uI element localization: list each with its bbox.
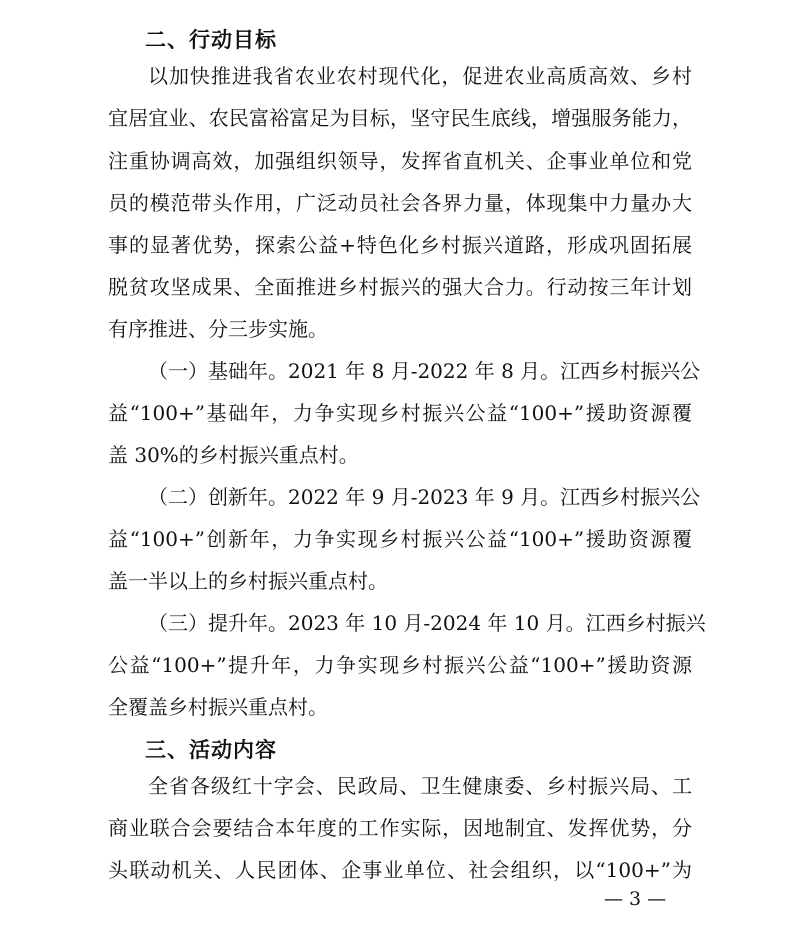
paragraph-line: 以加快推进我省农业农村现代化，促进农业高质高效、乡村 [148, 64, 692, 88]
phase-1-line: （一）基础年。2021 年 8 月-2022 年 8 月。江西乡村振兴公 [148, 359, 701, 383]
paragraph-line: 注重协调高效，加强组织领导，发挥省直机关、企事业单位和党 [108, 149, 692, 173]
paragraph-line: 商业联合会要结合本年度的工作实际，因地制宜、发挥优势，分 [108, 816, 692, 840]
phase-3-line: 全覆盖乡村振兴重点村。 [108, 695, 328, 719]
paragraph-line: 宜居宜业、农民富裕富足为目标，坚守民生底线，增强服务能力， [108, 106, 692, 130]
phase-2-line: 盖一半以上的乡村振兴重点村。 [108, 569, 388, 593]
paragraph-line: 全省各级红十字会、民政局、卫生健康委、乡村振兴局、工 [148, 774, 692, 798]
paragraph-line: 有序推进、分三步实施。 [108, 317, 328, 341]
phase-2-line: （二）创新年。2022 年 9 月-2023 年 9 月。江西乡村振兴公 [148, 485, 701, 509]
phase-3-line: （三）提升年。2023 年 10 月-2024 年 10 月。江西乡村振兴 [148, 611, 706, 635]
phase-1-line: 益“100+”基础年，力争实现乡村振兴公益“100+”援助资源覆 [108, 401, 692, 425]
phase-3-line: 公益“100+”提升年，力争实现乡村振兴公益“100+”援助资源 [108, 653, 692, 677]
paragraph-line: 头联动机关、人民团体、企事业单位、社会组织，以“100+”为 [108, 858, 692, 882]
paragraph-line: 事的显著优势，探索公益+特色化乡村振兴道路，形成巩固拓展 [108, 233, 692, 257]
section-heading-action-goals: 二、行动目标 [145, 28, 277, 52]
phase-1-line: 盖 30%的乡村振兴重点村。 [108, 443, 359, 467]
paragraph-line: 脱贫攻坚成果、全面推进乡村振兴的强大合力。行动按三年计划 [108, 275, 692, 299]
page-number: — 3 — [604, 888, 667, 910]
section-heading-activity-content: 三、活动内容 [145, 738, 277, 762]
paragraph-line: 员的模范带头作用，广泛动员社会各界力量，体现集中力量办大 [108, 191, 692, 215]
phase-2-line: 益“100+”创新年，力争实现乡村振兴公益“100+”援助资源覆 [108, 527, 692, 551]
